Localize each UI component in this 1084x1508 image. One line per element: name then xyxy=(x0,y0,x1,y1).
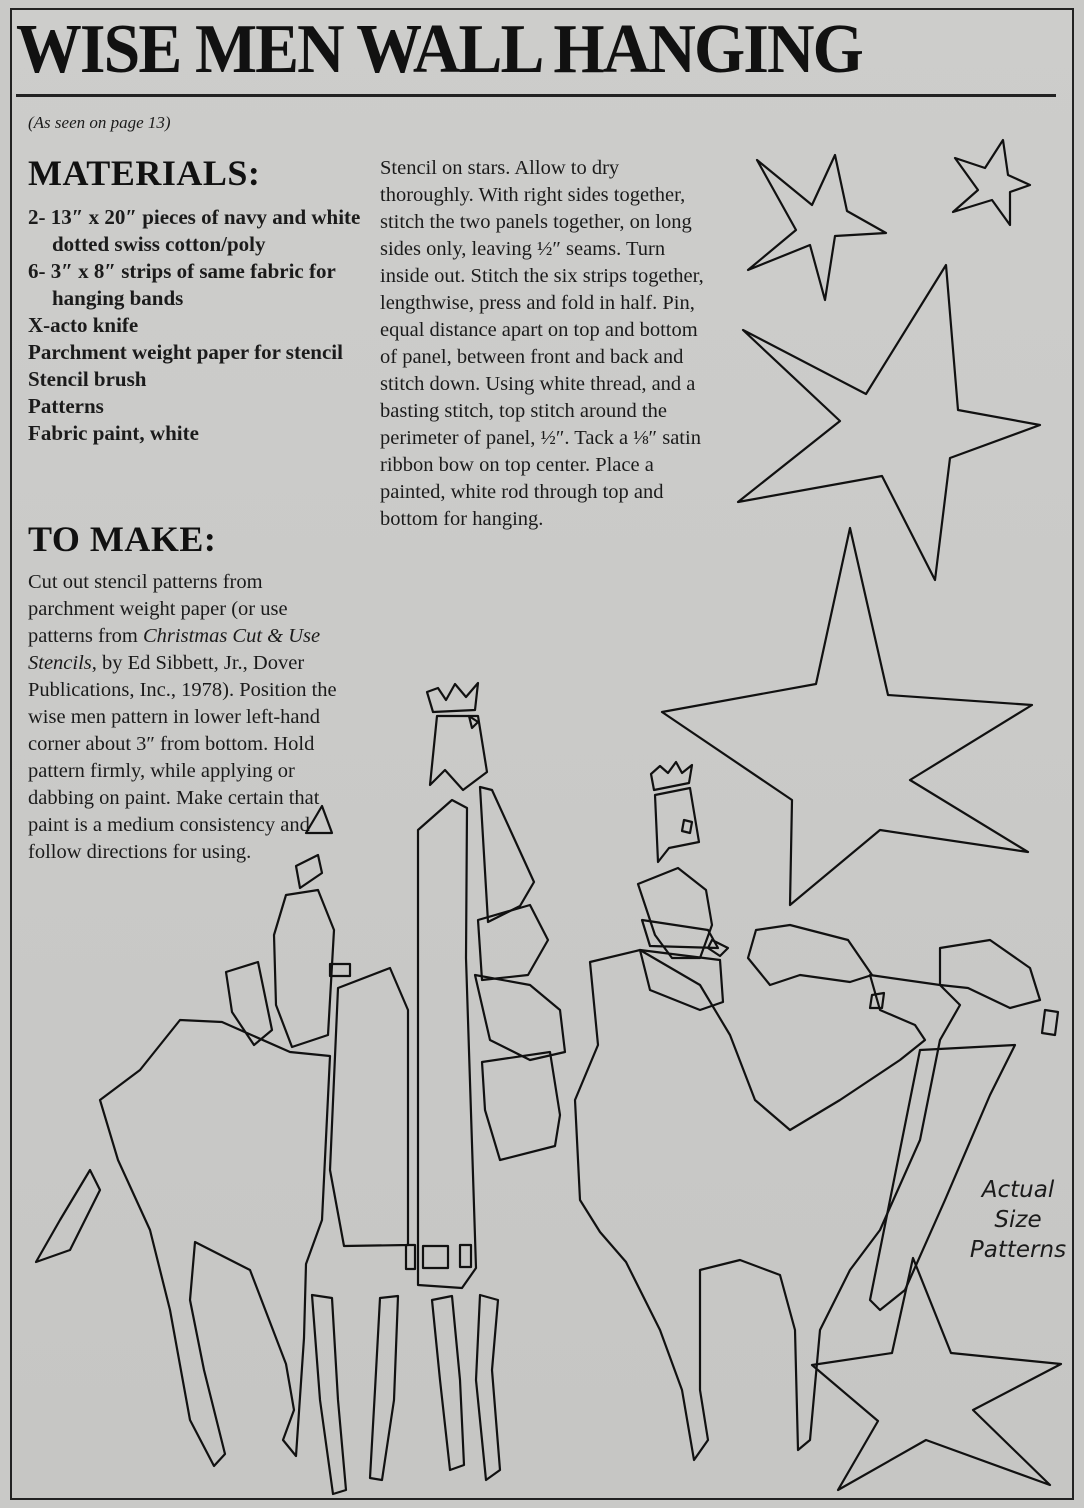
saddle-shape xyxy=(330,968,408,1246)
crown-shape xyxy=(651,762,692,790)
star-pattern xyxy=(748,155,886,300)
star-pattern xyxy=(812,1258,1061,1490)
robe-shape xyxy=(296,855,322,888)
small-shape xyxy=(1042,1010,1058,1035)
materials-item: Parchment weight paper for stencil xyxy=(28,340,343,364)
small-shape xyxy=(306,806,332,833)
camel-body xyxy=(100,1020,330,1466)
camel-leg xyxy=(370,1296,398,1480)
actual-size-line: Patterns xyxy=(969,1237,1067,1263)
actual-size-line: Size xyxy=(994,1207,1042,1233)
camel-leg xyxy=(476,1295,500,1480)
camel-head xyxy=(748,925,872,985)
wise-men-camel-pattern xyxy=(36,683,1058,1494)
materials-item: X-acto knife xyxy=(28,313,139,337)
saddle-tassel xyxy=(406,1245,415,1269)
camel-leg xyxy=(432,1296,464,1470)
materials-item: Patterns xyxy=(28,394,104,418)
robe-shape xyxy=(274,890,334,1047)
materials-item: Stencil brush xyxy=(28,367,147,391)
star-patterns xyxy=(662,140,1061,1490)
page-title: WISE MEN WALL HANGING xyxy=(16,11,862,88)
robe-shape xyxy=(475,975,565,1060)
book-title: Christmas Cut & Use Stencils xyxy=(28,625,321,674)
star-pattern xyxy=(953,140,1030,225)
materials-item: 6- 3″ x 8″ strips of same fabric for hanging bands xyxy=(28,259,336,310)
camel-leg xyxy=(312,1295,346,1494)
to-make-heading: TO MAKE: xyxy=(28,519,217,559)
stencil-instructions: Stencil on stars. Allow to dry thoroughly. With right sides together, stitch the two panels together, on long sides only, leaving ½″ seams. Turn inside out. Stitch the six strips together, lengthwise, press and fold in half. Pin, equal distance apart on top and bottom of panel, between front and back and stitch down. Using white thread, and a basting stitch, top stitch around the perimeter of panel, ½″. Tack a ⅛″ satin ribbon bow on top center. Place a painted, white rod through top and bottom for hanging. xyxy=(380,157,704,530)
camel-head xyxy=(940,940,1040,1008)
materials-item: Fabric paint, white xyxy=(28,421,199,445)
saddle-tassel xyxy=(423,1246,448,1268)
saddle-shape xyxy=(482,1052,560,1160)
robe-shape xyxy=(642,920,718,948)
star-pattern xyxy=(662,528,1032,905)
materials-heading: MATERIALS: xyxy=(28,153,261,193)
to-make-text-2: , by Ed Sibbett, Jr., Dover Publications, Inc., 1978). Position the wise men pattern in lower left-hand corner about 3″ from bottom. Hold pattern firmly, while applying or dabbing on paint. Make certain that paint is a medium consistency and follow directions for using. xyxy=(28,652,337,863)
camel-body xyxy=(575,950,960,1460)
small-shape xyxy=(469,716,478,728)
face-shape xyxy=(430,716,487,790)
crown-shape xyxy=(427,683,478,712)
actual-size-note xyxy=(958,1175,1078,1265)
saddle-tassel xyxy=(460,1245,471,1267)
robe-shape xyxy=(418,800,476,1288)
robe-shape xyxy=(480,787,534,922)
materials-item: 2- 13″ x 20″ pieces of navy and white dotted swiss cotton/poly xyxy=(28,205,361,256)
star-pattern xyxy=(738,265,1040,580)
actual-size-line: Actual xyxy=(981,1177,1055,1203)
subtitle: (As seen on page 13) xyxy=(28,113,171,132)
robe-shape xyxy=(478,905,548,980)
saddle-shape xyxy=(226,962,272,1045)
to-make-text-1: Cut out stencil patterns from parchment weight paper (or use patterns from xyxy=(28,571,288,647)
small-shape xyxy=(682,820,692,833)
camel-tail xyxy=(36,1170,100,1262)
